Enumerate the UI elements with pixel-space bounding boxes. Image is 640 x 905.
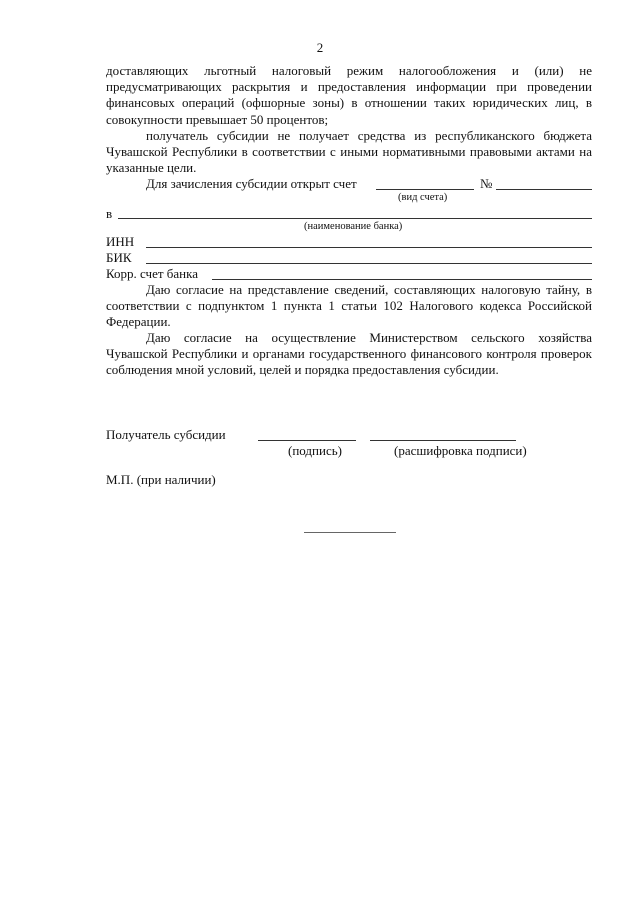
corr-account-label: Корр. счет банка [106, 266, 199, 281]
account-type-line [376, 189, 474, 190]
paragraph-inspection-consent: Даю согласие на осуществление Министерством сельского хозяйства Чувашской Республики и органами государственного финансового контроля проверок соблюдения мной условий, целей и порядка предоставления субсидии. [106, 330, 592, 378]
page-number: 2 [316, 40, 324, 55]
account-type-caption: (вид счета) [398, 192, 448, 203]
signature-decoding-line [370, 440, 516, 441]
signature-line [258, 440, 356, 441]
bank-name-line [118, 218, 592, 219]
paragraph-tax-secret-consent: Даю согласие на представление сведений, составляющих налоговую тайну, в соответствии с подпунктом 1 пункта 1 статьи 102 Налогового кодекса Российской Федерации. [106, 282, 592, 330]
number-sign: № [480, 176, 493, 191]
signature-decoding-caption: (расшифровка подписи) [394, 443, 527, 458]
corr-account-line [212, 279, 592, 280]
closing-divider [304, 532, 396, 533]
inn-line [146, 247, 592, 248]
bank-prefix: в [106, 206, 113, 221]
bik-label: БИК [106, 250, 132, 265]
paragraph-no-other-funds: получатель субсидии не получает средства из республиканского бюджета Чувашской Республики в соответствии с иными нормативными правовыми актами на указанные цели. [106, 128, 592, 176]
paragraph-offshore: доставляющих льготный налоговый режим налогообложения и (или) не предусматривающих раскрытия и предоставления информации при проведении финансовых операций (офшорные зоны) в отношении таких юридических лиц, в совокупности превышает 50 процентов; [106, 63, 592, 127]
account-number-line [496, 189, 592, 190]
account-opened-label: Для зачисления субсидии открыт счет [146, 176, 357, 191]
bik-line [146, 263, 592, 264]
stamp-label: М.П. (при наличии) [106, 472, 216, 487]
recipient-label: Получатель субсидии [106, 427, 226, 442]
inn-label: ИНН [106, 234, 135, 249]
bank-name-caption: (наименование банка) [304, 221, 403, 232]
signature-caption: (подпись) [288, 443, 342, 458]
